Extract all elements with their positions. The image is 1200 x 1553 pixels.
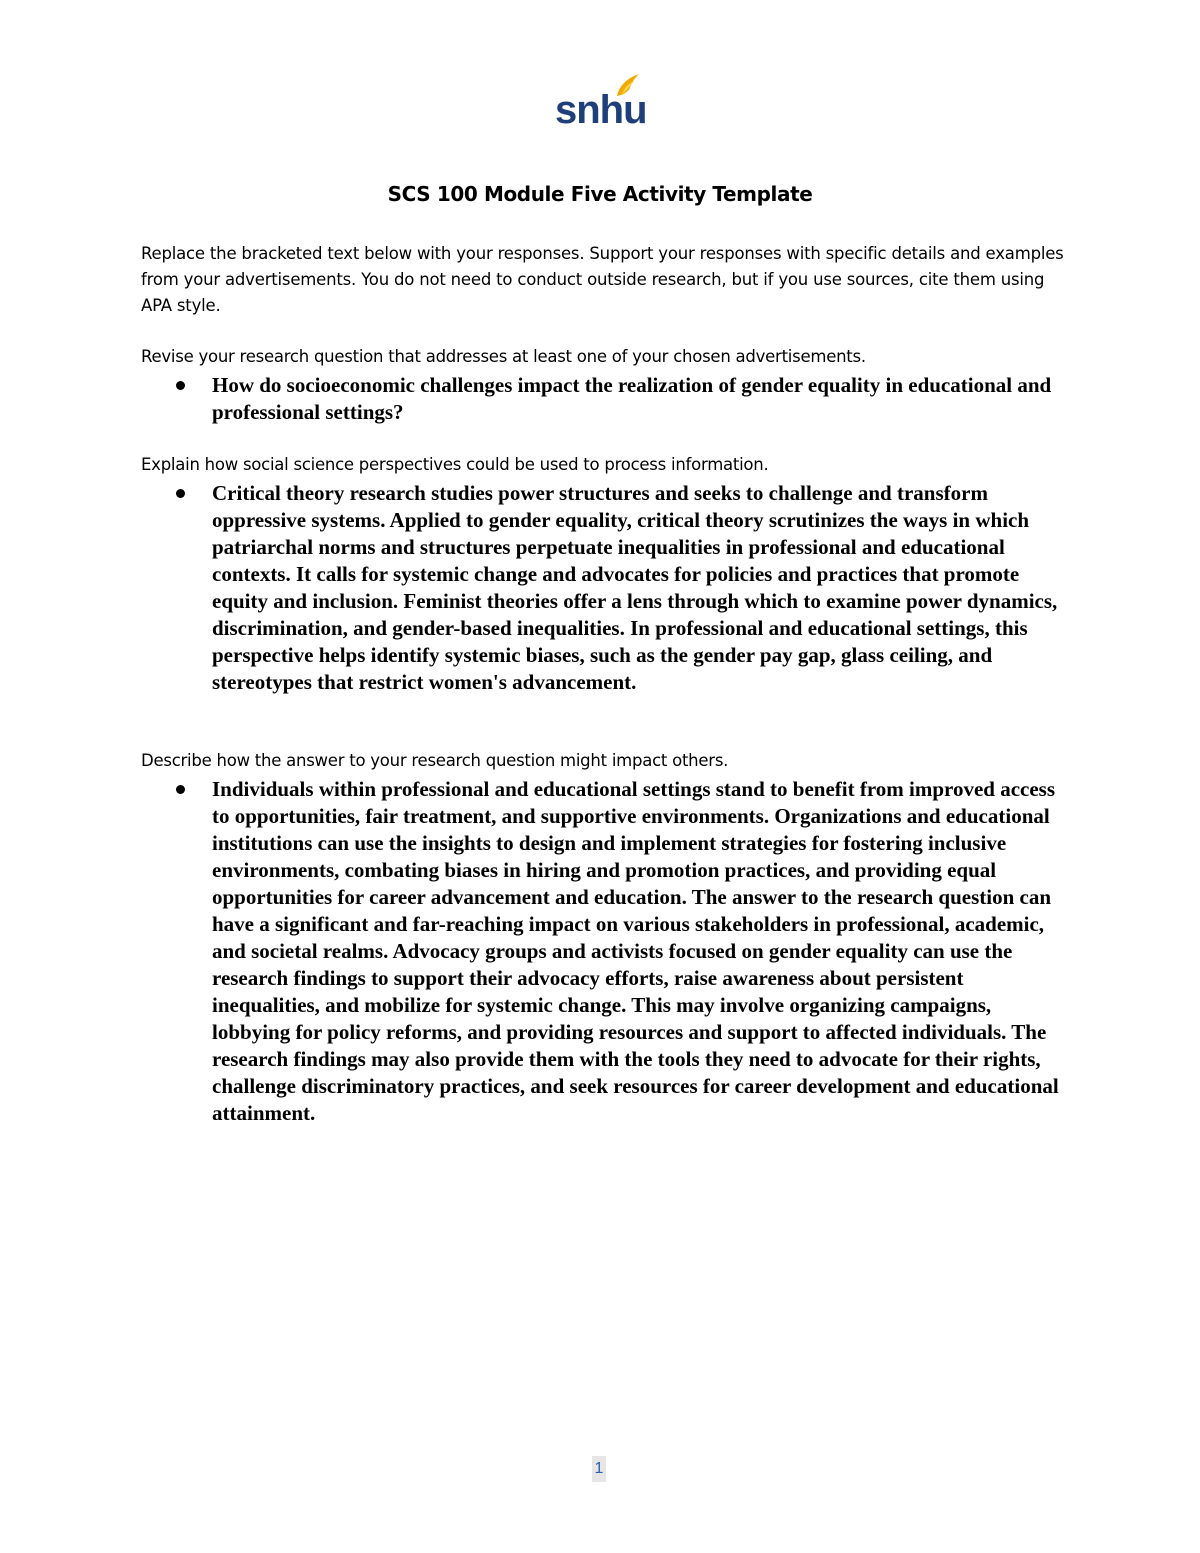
bullet-icon (176, 381, 185, 390)
answer-list-item (141, 776, 1071, 1127)
answer-text: Individuals within professional and educational settings stand to benefit from improved access to opportunities, fair treatment, and supportive environments. Organizations and educational institutions can use the insights to design and implement strategies for fostering inclusive environments, combating biases in hiring and promotion practices, and providing equal opportunities for career advancement and education. The answer to the research question can have a significant and far-reaching impact on various stakeholders in professional, academic, and societal realms. Advocacy groups and activists focused on gender equality can use the research findings to support their advocacy efforts, raise awareness about persistent inequalities, and mobilize for systemic change. This may involve organizing campaigns, lobbying for policy reforms, and providing resources and support to affected individuals. The research findings may also provide them with the tools they need to advocate for their rights, challenge discriminatory practices, and seek resources for career development and educational attainment. (212, 777, 1059, 1125)
answer-text: Critical theory research studies power structures and seeks to challenge and transform oppressive systems. Applied to gender equality, critical theory scrutinizes the ways in which patriarchal norms and structures perpetuate inequalities in professional and educational contexts. It calls for systemic change and advocates for policies and practices that promote equity and inclusion. Feminist theories offer a lens through which to examine power dynamics, discrimination, and gender-based inequalities. In professional and educational settings, this perspective helps identify systemic biases, such as the gender pay gap, glass ceiling, and stereotypes that restrict women's advancement. (212, 481, 1058, 694)
page-number: 1 (592, 1456, 606, 1482)
section-research-question (141, 344, 1071, 426)
answer-list-item (141, 372, 1071, 426)
prompt-text: Explain how social science perspectives could be used to process information. (141, 455, 769, 474)
document-title: SCS 100 Module Five Activity Template (387, 182, 813, 206)
bullet-icon (176, 489, 185, 498)
prompt-text: Describe how the answer to your research question might impact others. (141, 751, 729, 770)
instructions-paragraph: Replace the bracketed text below with your responses. Support your responses with specific details and examples from your advertisements. You do not need to conduct outside research, but if you use sources, cite them using APA style. (141, 244, 1064, 315)
bullet-icon (176, 785, 185, 794)
answer-list-item (141, 480, 1071, 696)
logo-wordmark: snhu (555, 88, 647, 132)
answer-text: How do socioeconomic challenges impact the realization of gender equality in educational and professional settings? (212, 373, 1052, 424)
section-social-science-perspectives (141, 452, 1071, 696)
prompt-text: Revise your research question that addresses at least one of your chosen advertisements. (141, 347, 866, 366)
section-impact-on-others (141, 748, 1071, 1127)
snhu-logo (555, 72, 647, 134)
